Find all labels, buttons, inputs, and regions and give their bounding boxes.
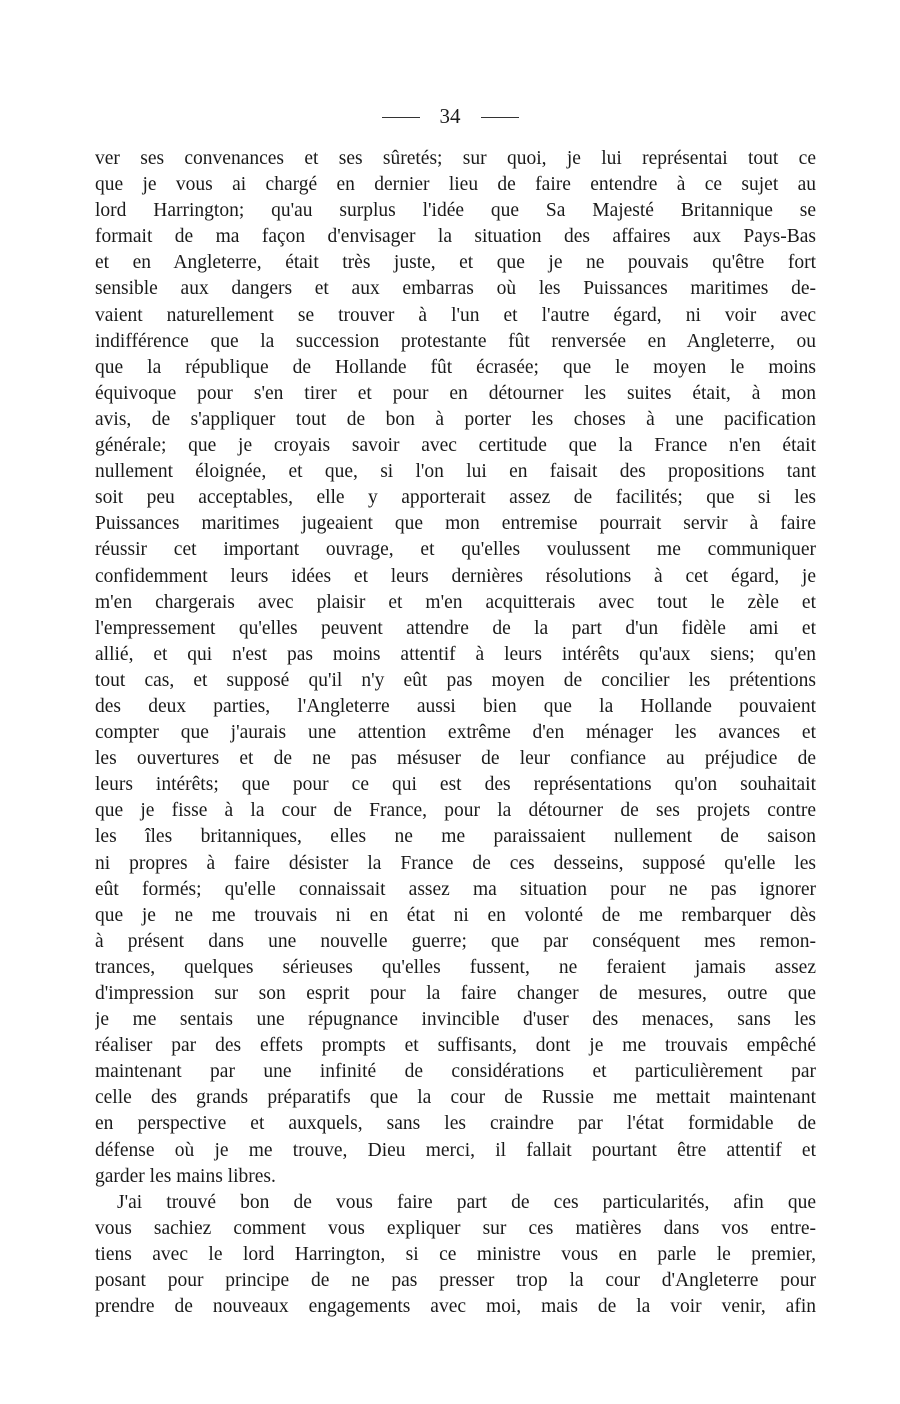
text-line: vaient naturellement se trouver à l'un et l'autre égard, ni voir avec [95, 304, 816, 326]
text-line: prendre de nouveaux engagements avec moi, mais de la voir venir, afin [95, 1296, 816, 1318]
text-line: ver ses convenances et ses sûretés; sur quoi, je lui représentai tout ce [95, 148, 816, 169]
text-line: que je ne me trouvais ni en état ni en volonté de me rembarquer dès [95, 904, 816, 926]
text-line: réaliser par des effets prompts et suffisants, dont je me trouvais empêché [95, 1035, 816, 1057]
text-line: posant pour principe de ne pas presser trop la cour d'Angleterre pour [95, 1270, 816, 1292]
text-line: soit peu acceptables, elle y apporterait assez de facilités; que si les [95, 487, 816, 509]
text-line: nullement éloignée, et que, si l'on lui en faisait des propositions tant [95, 461, 816, 483]
text-line: et en Angleterre, était très juste, et que je ne pouvais qu'être fort [95, 252, 816, 274]
text-line: d'impression sur son esprit pour la faire changer de mesures, outre que [95, 983, 816, 1004]
text-line: compter que j'aurais une attention extrême d'en ménager les avances et [95, 722, 816, 744]
text-line: avis, de s'appliquer tout de bon à porter les choses à une pacification [95, 408, 816, 430]
text-line: en perspective et auxquels, sans les craindre par l'état formidable de [95, 1113, 816, 1135]
header-dash-left [382, 117, 420, 118]
text-line: générale; que je croyais savoir avec certitude que la France n'en était [95, 435, 816, 457]
text-line: l'empressement qu'elles peuvent attendre de la part d'un fidèle ami et [95, 617, 816, 639]
text-line: formait de ma façon d'envisager la situation des affaires aux Pays-Bas [95, 226, 816, 248]
text-line: lord Harrington; qu'au surplus l'idée que Sa Majesté Britannique se [95, 200, 816, 222]
text-line: des deux parties, l'Angleterre aussi bien que la Hollande pouvaient [95, 695, 816, 717]
text-line: confidemment leurs idées et leurs dernières résolutions à cet égard, je [95, 565, 816, 587]
text-line: équivoque pour s'en tirer et pour en détourner les suites était, à mon [95, 382, 816, 404]
page-header [0, 96, 900, 136]
text-line: tout cas, et supposé qu'il n'y eût pas moyen de concilier les prétentions [95, 669, 816, 691]
body-text [95, 146, 816, 1320]
text-line: vous sachiez comment vous expliquer sur ces matières dans vos entre- [95, 1217, 816, 1239]
text-line: que je fisse à la cour de France, pour la détourner de ses projets contre [95, 800, 816, 822]
text-line: je me sentais une répugnance invincible d'user des menaces, sans les [95, 1009, 816, 1031]
text-line: sensible aux dangers et aux embarras où les Puissances maritimes de- [95, 278, 816, 300]
text-line-paragraph-end: garder les mains libres. [95, 1165, 276, 1187]
text-line: leurs intérêts; que pour ce qui est des représentations qu'on souhaitait [95, 774, 816, 796]
text-line: eût formés; qu'elle connaissait assez ma situation pour ne pas ignorer [95, 878, 816, 900]
text-line: tiens avec le lord Harrington, si ce ministre vous en parle le premier, [95, 1243, 816, 1265]
text-line: réussir cet important ouvrage, et qu'elles voulussent me communiquer [95, 539, 816, 561]
text-line: allié, et qui n'est pas moins attentif à leurs intérêts qu'aux siens; qu'en [95, 643, 816, 665]
text-line: que la république de Hollande fût écrasée; que le moyen le moins [95, 356, 816, 378]
text-line: les îles britanniques, elles ne me paraissaient nullement de saison [95, 826, 816, 848]
header-dash-right [481, 117, 519, 118]
page-number: 34 [439, 104, 461, 128]
text-line: Puissances maritimes jugeaient que mon entremise pourrait servir à faire [95, 513, 816, 535]
text-line: indifférence que la succession protestante fût renversée en Angleterre, ou [95, 330, 816, 352]
text-line: défense où je me trouve, Dieu merci, il fallait pourtant être attentif et [95, 1139, 816, 1161]
text-line: celle des grands préparatifs que la cour de Russie me mettait maintenant [95, 1087, 816, 1109]
text-line: que je vous ai chargé en dernier lieu de faire entendre à ce sujet au [95, 174, 816, 196]
text-line: ni propres à faire désister la France de ces desseins, supposé qu'elle les [95, 852, 816, 874]
text-line: à présent dans une nouvelle guerre; que par conséquent mes remon- [95, 930, 816, 952]
text-line-paragraph-start: J'ai trouvé bon de vous faire part de ces particularités, afin que [117, 1191, 816, 1213]
text-line: m'en chargerais avec plaisir et m'en acquitterais avec tout le zèle et [95, 591, 816, 613]
text-line: trances, quelques sérieuses qu'elles fussent, ne feraient jamais assez [95, 956, 816, 978]
text-line: les ouvertures et de ne pas mésuser de leur confiance au préjudice de [95, 748, 816, 770]
text-line: maintenant par une infinité de considérations et particulièrement par [95, 1061, 816, 1083]
